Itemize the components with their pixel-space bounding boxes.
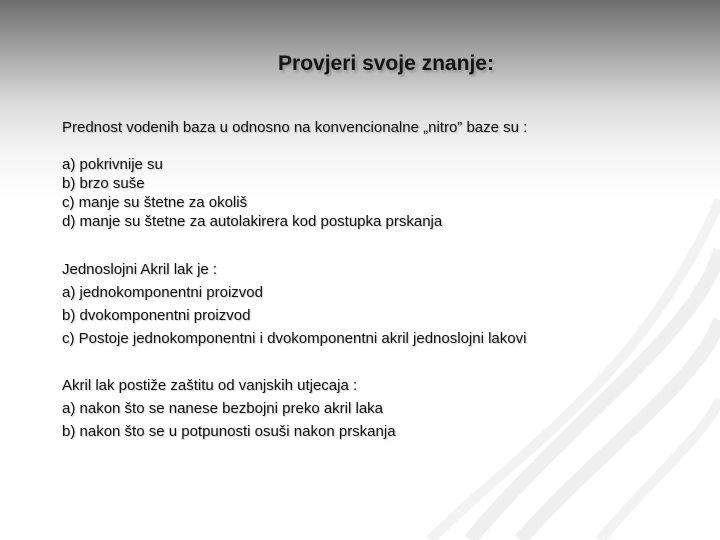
option: c) Postoje jednokomponentni i dvokomponentni akril jednoslojni lakovi [62,330,527,347]
option: a) nakon što se nanese bezbojni preko akril laka [62,400,384,417]
question-2 [62,258,526,350]
question-text: Akril lak postiže zaštitu od vanjskih utjecaja : [62,377,358,394]
option: b) dvokomponentni proizvod [62,307,251,324]
question-1-options [62,155,442,231]
option: b) brzo suše [62,175,145,192]
option: d) manje su štetne za autolakirera kod postupka prskanja [62,213,443,230]
option: a) jednokomponentni proizvod [62,284,263,301]
option: b) nakon što se u potpunosti osuši nakon prskanja [62,423,396,440]
option: a) pokrivnije su [62,156,163,173]
question-text: Jednoslojni Akril lak je : [62,261,218,278]
question-text: Prednost vodenih baza u odnosno na konvencionalne „nitro” baze su : [62,119,528,136]
option: c) manje su štetne za okoliš [62,194,248,211]
page-title: Provjeri svoje znanje: [278,52,494,75]
question-3 [62,374,396,443]
question-1 [62,118,527,137]
